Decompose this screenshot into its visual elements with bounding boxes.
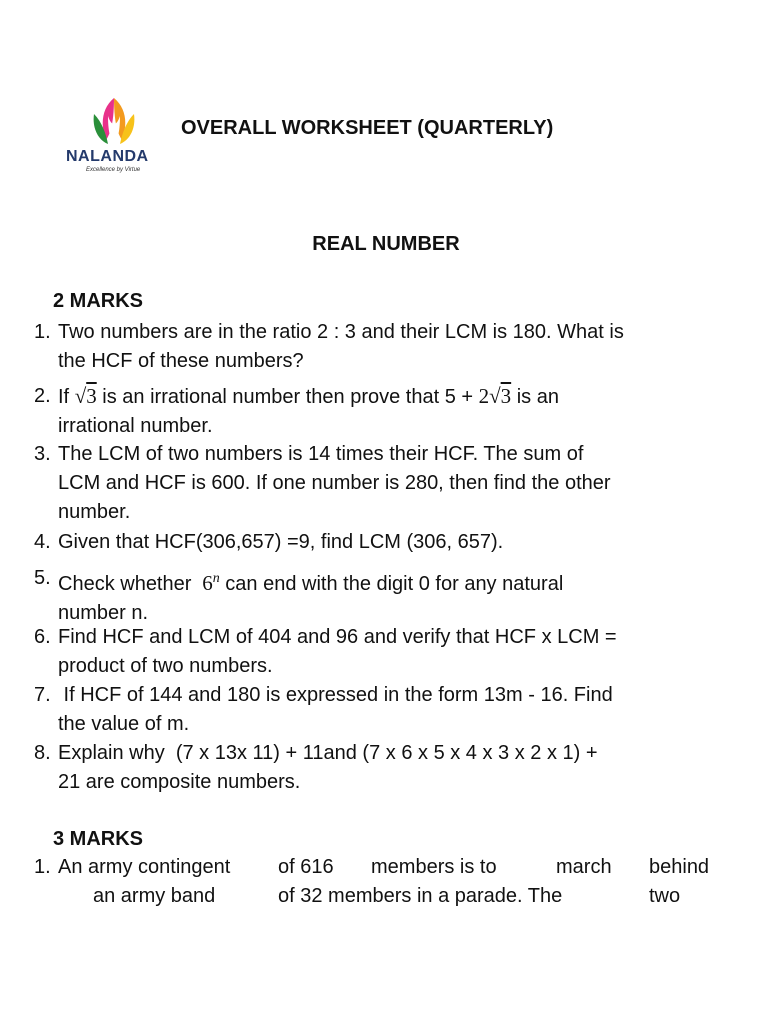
question-line: product of two numbers. xyxy=(58,655,273,677)
question-line: Find HCF and LCM of 404 and 96 and verify that HCF x LCM = xyxy=(58,626,617,648)
question-line: Explain why (7 x 13x 11) + 11and (7 x 6 x 5 x 4 x 3 x 2 x 1) + xyxy=(58,742,598,764)
question-line: the value of m. xyxy=(58,713,190,735)
question-word: members is to xyxy=(371,856,497,878)
question-number: 6. xyxy=(34,626,51,648)
question-word: behind xyxy=(649,856,710,878)
section-heading-3-marks: 3 MARKS xyxy=(53,828,144,850)
power-expression xyxy=(197,571,220,595)
question-line: number. xyxy=(58,501,131,523)
question-line: number n. xyxy=(58,602,149,624)
logo-tagline: Excellence by Virtue xyxy=(86,167,141,173)
question-text: If xyxy=(58,386,70,408)
radicand: 3 xyxy=(500,384,512,408)
question-word: An army contingent xyxy=(58,856,231,878)
question-number: 2. xyxy=(34,385,51,407)
coefficient: 2 xyxy=(478,384,490,408)
question-number: 1. xyxy=(34,321,51,343)
question-number: 8. xyxy=(34,742,51,764)
question-line xyxy=(58,382,734,412)
power-exponent: n xyxy=(212,571,220,586)
section-heading-2-marks: 2 MARKS xyxy=(53,290,144,312)
question-line: If HCF of 144 and 180 is expressed in the form 13m - 16. Find xyxy=(58,684,613,706)
question-word: of 32 members in a parade. The xyxy=(278,885,563,907)
power-base: 6 xyxy=(202,571,213,595)
question-line: The LCM of two numbers is 14 times their HCF. The sum of xyxy=(58,443,584,465)
question-number: 1. xyxy=(34,856,51,878)
question-text: can end with the digit 0 for any natural xyxy=(225,573,564,595)
question-number: 3. xyxy=(34,443,51,465)
question-line: LCM and HCF is 600. If one number is 280, then find the other xyxy=(58,472,611,494)
question-text: Check whether xyxy=(58,573,192,595)
question-line xyxy=(58,564,734,599)
question-number: 7. xyxy=(34,684,51,706)
logo-name: NALANDA xyxy=(66,148,149,165)
question-word: two xyxy=(649,885,681,907)
question-line: 21 are composite numbers. xyxy=(58,771,301,793)
question-line: irrational number. xyxy=(58,415,213,437)
question-line: the HCF of these numbers? xyxy=(58,350,304,372)
lotus-logo-icon xyxy=(88,94,140,148)
question-number: 5. xyxy=(34,567,51,589)
question-line: Two numbers are in the ratio 2 : 3 and their LCM is 180. What is xyxy=(58,321,624,343)
question-number: 4. xyxy=(34,531,51,553)
nalanda-logo xyxy=(62,94,170,180)
question-word: an army band xyxy=(93,885,216,907)
worksheet-subtitle: REAL NUMBER xyxy=(312,233,460,255)
sqrt-expression: 2√3 xyxy=(478,384,512,408)
question-word: march xyxy=(556,856,612,878)
worksheet-title: OVERALL WORKSHEET (QUARTERLY) xyxy=(181,117,554,139)
radicand: 3 xyxy=(86,384,97,408)
question-text: is an irrational number then prove that 5 + xyxy=(102,386,474,408)
sqrt-expression: √3 xyxy=(74,384,97,408)
question-line: Given that HCF(306,657) =9, find LCM (306, 657). xyxy=(58,531,504,553)
question-word: of 616 xyxy=(278,856,334,878)
question-text: is an xyxy=(516,386,559,408)
